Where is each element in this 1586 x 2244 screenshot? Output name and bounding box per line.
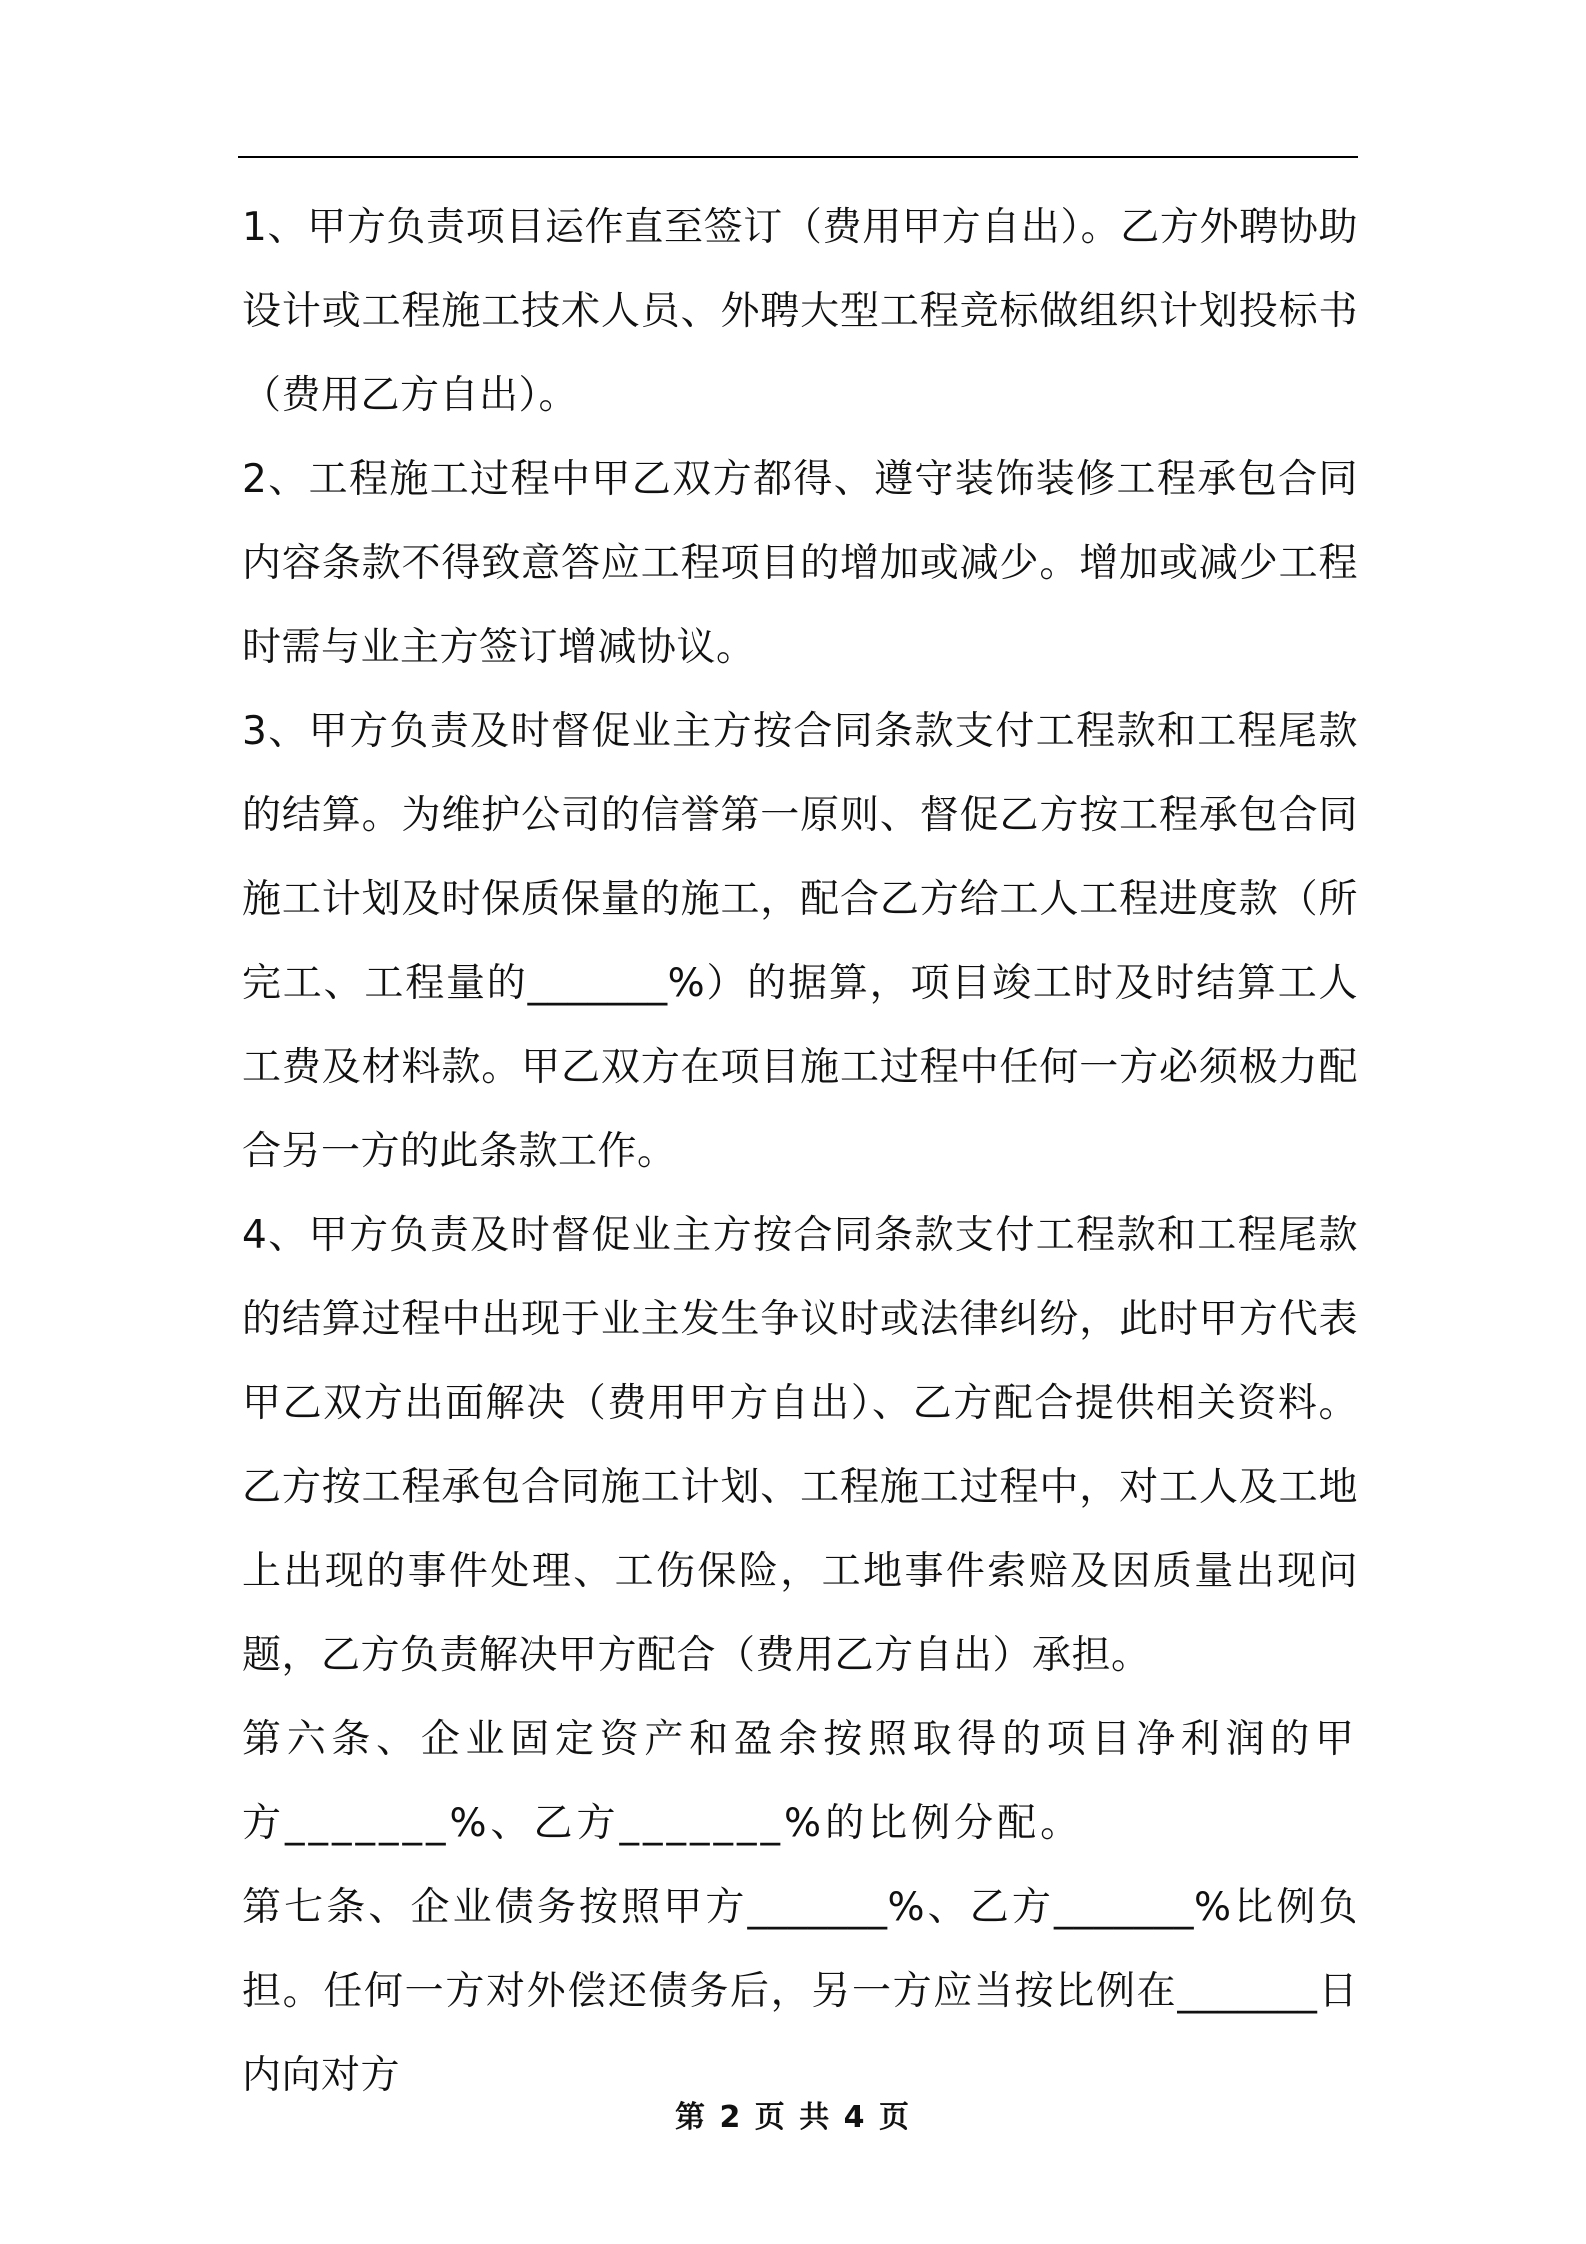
- page-number-footer: 第 2 页 共 4 页: [675, 2100, 911, 2135]
- article-6-paragraph: 第六条、企业固定资产和盈余按照取得的项目净利润的甲方_______%、乙方_______%的比例分配。: [242, 1717, 1358, 1846]
- clause-4-paragraph: 4、甲方负责及时督促业主方按合同条款支付工程款和工程尾款的结算过程中出现于业主发生争议时或法律纠纷，此时甲方代表甲乙双方出面解决（费用甲方自出）、乙方配合提供相关资料。乙方按工程承包合同施工计划、工程施工过程中，对工人及工地上出现的事件处理、工伤保险，工地事件索赔及因质量出现问题，乙方负责解决甲方配合（费用乙方自出）承担。: [242, 1213, 1358, 1678]
- article-7-paragraph: 第七条、企业债务按照甲方_______%、乙方_______%比例负担。任何一方对外偿还债务后，另一方应当按比例在_______日内向对方: [242, 1885, 1358, 2098]
- clause-3-paragraph: 3、甲方负责及时督促业主方按合同条款支付工程款和工程尾款的结算。为维护公司的信誉第一原则、督促乙方按工程承包合同施工计划及时保质保量的施工，配合乙方给工人工程进度款（所完工、工程量的_______%）的据算，项目竣工时及时结算工人工费及材料款。甲乙双方在项目施工过程中任何一方必须极力配合另一方的此条款工作。: [242, 709, 1358, 1174]
- clause-1-paragraph: 1、甲方负责项目运作直至签订（费用甲方自出）。乙方外聘协助设计或工程施工技术人员、外聘大型工程竞标做组织计划投标书（费用乙方自出）。: [242, 205, 1358, 418]
- document-body: [242, 186, 1358, 2118]
- header-rule: [238, 156, 1358, 158]
- clause-2-paragraph: 2、工程施工过程中甲乙双方都得、遵守装饰装修工程承包合同内容条款不得致意答应工程项目的增加或减少。增加或减少工程时需与业主方签订增减协议。: [242, 457, 1358, 670]
